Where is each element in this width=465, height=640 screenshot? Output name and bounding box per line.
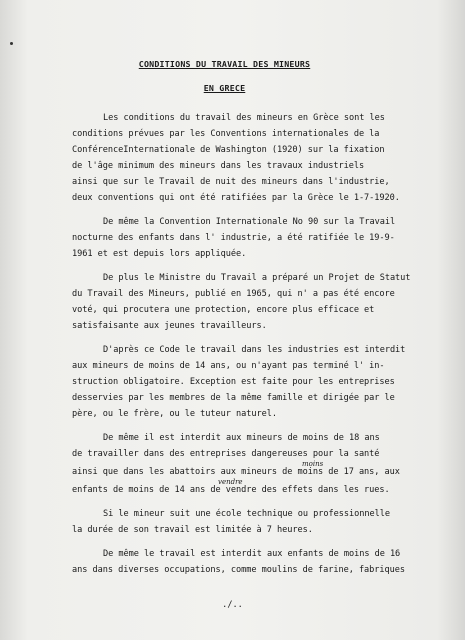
text-line: satisfaisante aux jeunes travailleurs.	[72, 321, 267, 331]
text-line: du Travail des Mineurs, publié en 1965, qui n' a pas été encore	[72, 289, 395, 299]
text-line: De même la Convention Internationale No 90 sur la Travail	[103, 217, 396, 227]
text-line: nocturne des enfants dans l' industrie, a été ratifiée le 19-9-	[72, 233, 395, 243]
text-line: D'après ce Code le travail dans les industries est interdit	[103, 345, 406, 355]
text-line: ans dans diverses occupations, comme moulins de farine, fabriques	[72, 565, 406, 575]
text-line: desservies par les membres de la même famille et dirigée par le	[72, 393, 395, 403]
text-line: conditions prévues par les Conventions internationales de la	[72, 129, 380, 139]
text-line: Si le mineur suit une école technique ou professionnelle	[103, 509, 390, 519]
text-line: ainsi que dans les abattoirs aux mineurs de moins de 17 ans, aux	[72, 467, 400, 477]
text-line: 1961 et est depuis lors appliquée.	[72, 249, 247, 259]
text-line: de travailler dans des entreprises dangereuses pour la santé	[72, 449, 380, 459]
text-line: la durée de son travail est limitée à 7 heures.	[72, 525, 313, 535]
text-line: enfants de moins de 14 ans de vendre des effets dans les rues.	[72, 485, 390, 495]
text-line: voté, qui procutera une protection, encore plus efficace et	[72, 305, 375, 315]
text-line: De même le travail est interdit aux enfants de moins de 16	[103, 549, 401, 559]
text-line: Les conditions du travail des mineurs en Grèce sont les	[103, 113, 385, 123]
text-line: de l'âge minimum des mineurs dans les travaux industriels	[72, 161, 365, 171]
page-continuation-mark: ./..	[222, 600, 243, 610]
text-line: De plus le Ministre du Travail a préparé un Projet de Statut	[103, 273, 411, 283]
text-line: struction obligatoire. Exception est faite pour les entreprises	[72, 377, 395, 387]
document-title: CONDITIONS DU TRAVAIL DES MINEURS	[138, 59, 311, 69]
handwritten-correction: moins	[302, 460, 324, 468]
handwritten-correction: vendre	[218, 478, 243, 486]
text-line: deux conventions qui ont été ratifiées par la Grèce le 1-7-1920.	[72, 193, 400, 203]
text-line: De même il est interdit aux mineurs de moins de 18 ans	[103, 433, 380, 443]
document-subtitle: EN GRECE	[203, 83, 246, 93]
text-line: ConférenceInternationale de Washington (1920) sur la fixation	[72, 145, 385, 155]
text-line: père, ou le frère, ou le tuteur naturel.	[72, 409, 277, 419]
punch-hole-mark	[10, 42, 13, 45]
text-line: aux mineurs de moins de 14 ans, ou n'ayant pas terminé l' in-	[72, 361, 385, 371]
text-line: ainsi que sur le Travail de nuit des mineurs dans l'industrie,	[72, 177, 390, 187]
